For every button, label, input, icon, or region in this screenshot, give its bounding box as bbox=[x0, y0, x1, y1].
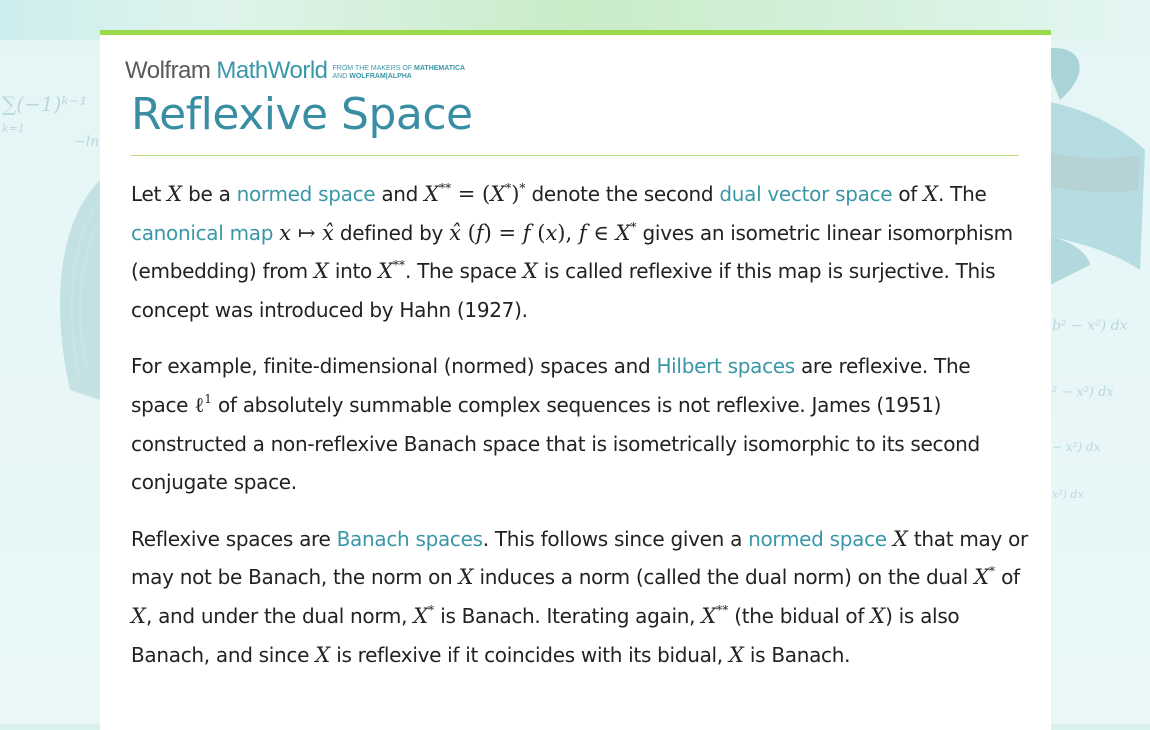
paragraph-definition: Let X be a normed space and X** = (X*)* denote the second dual vector space of X. The canonical map x ↦ x̂ defined by x̂ (f) = f (x), f ∈ X* gives an isometric linear isomorphism (embedding) from X into X**. The space X is called reflexive if this map is surjective. This concept was introduced by Hahn (1927). bbox=[131, 181, 1013, 322]
link-hilbert-spaces[interactable]: Hilbert spaces bbox=[656, 354, 795, 379]
logo-tagline: FROM THE MAKERS OF MATHEMATICA AND WOLFRAM|ALPHA bbox=[332, 65, 466, 80]
math-bidual-def: X** = (X*)* bbox=[424, 181, 526, 206]
title-divider bbox=[131, 155, 1019, 156]
link-canonical-map[interactable]: canonical map bbox=[131, 220, 274, 245]
background-formula-left-2: −ln bbox=[74, 134, 100, 150]
background-formula-left: ∑(−1)ᵏ⁻¹ bbox=[2, 92, 88, 116]
link-banach-spaces[interactable]: Banach spaces bbox=[336, 526, 483, 551]
paragraph-banach: Reflexive spaces are Banach spaces. This follows since given a normed space X that may or may not be Banach, the norm on X induces a norm (called the dual norm) on the dual X* of X, and under the dual norm, X* is Banach. Iterating again, X** (the bidual of X) is also Banach, and since X is reflexive if it coincides with its bidual, X is Banach. bbox=[131, 526, 1028, 667]
math-l1: ℓ$^1$ bbox=[194, 391, 212, 417]
decorative-surface-right bbox=[1040, 20, 1150, 320]
link-normed-space-2[interactable]: normed space bbox=[748, 526, 887, 551]
math-canonical-def: x̂ (f) = f (x), f ∈ X* bbox=[449, 219, 637, 245]
background-formula-right-3: − x²) dx bbox=[1052, 440, 1101, 454]
logo-mathworld-text: MathWorld bbox=[216, 57, 328, 84]
background-formula-right-1: b² − x²) dx bbox=[1052, 318, 1128, 334]
paragraph-examples: For example, finite-dimensional (normed) spaces and Hilbert spaces are reflexive. The space ℓ$^1$ of absolutely summable complex sequences is not reflexive. James (1951) constructed a non-reflexive Banach space that is isometrically isomorphic to its second conjugate space. bbox=[131, 354, 980, 495]
logo-wolfram-text: Wolfram bbox=[125, 57, 211, 84]
mathworld-logo[interactable] bbox=[125, 57, 465, 85]
background-formula-right-4: x²) dx bbox=[1052, 488, 1084, 501]
link-dual-vector-space[interactable]: dual vector space bbox=[719, 182, 893, 206]
math-canonical-map: x ↦ x̂ bbox=[279, 220, 334, 245]
article-card bbox=[100, 30, 1051, 730]
background-formula-right-2: ² − x²) dx bbox=[1052, 385, 1114, 400]
background-formula-left-sub: k=1 bbox=[2, 122, 25, 135]
article-body bbox=[131, 175, 1031, 692]
link-normed-space[interactable]: normed space bbox=[236, 182, 376, 206]
page-title: Reflexive Space bbox=[131, 89, 473, 140]
